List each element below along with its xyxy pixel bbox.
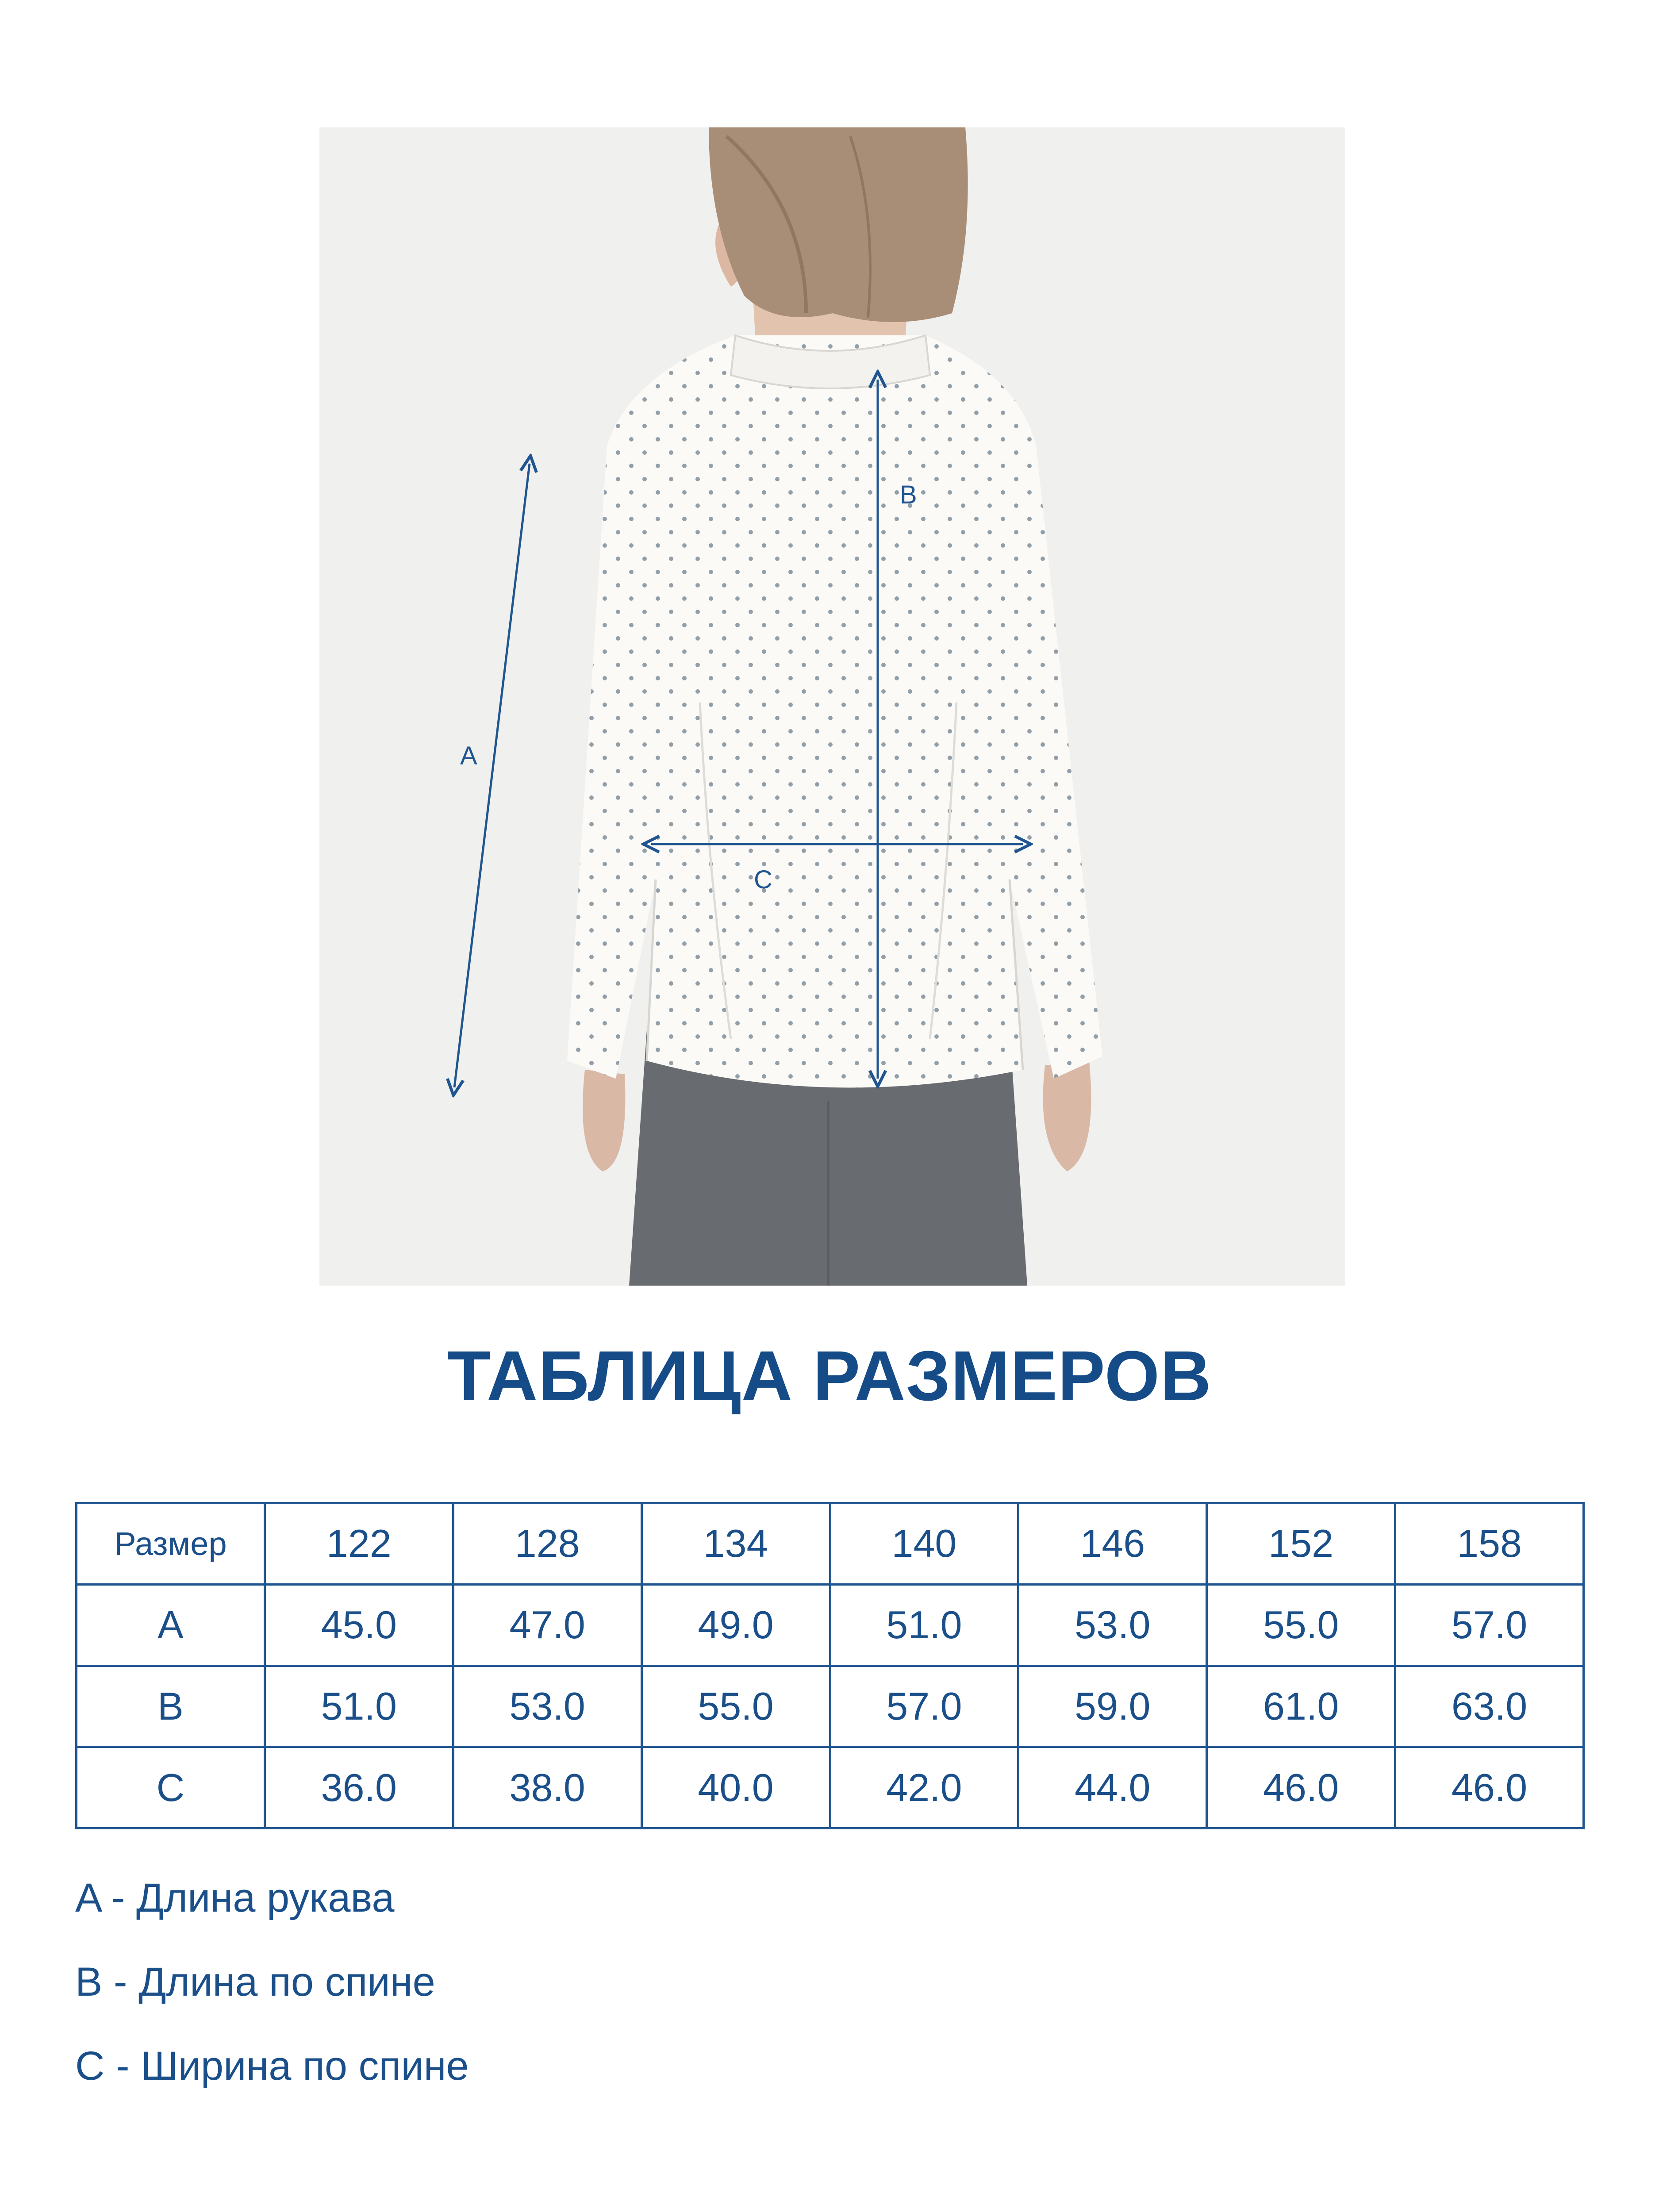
- table-cell: 46.0: [1207, 1747, 1395, 1828]
- table-cell: 57.0: [830, 1666, 1018, 1747]
- label-b: B: [900, 480, 917, 509]
- table-cell: 53.0: [1018, 1584, 1207, 1666]
- table-cell: 47.0: [453, 1584, 641, 1666]
- shirt: [567, 335, 1102, 1088]
- table-cell: 40.0: [641, 1747, 830, 1828]
- header-cell: 152: [1207, 1503, 1395, 1585]
- header-cell: 158: [1395, 1503, 1584, 1585]
- header-cell: 128: [453, 1503, 641, 1585]
- table-cell: 59.0: [1018, 1666, 1207, 1747]
- header-cell: Размер: [77, 1503, 265, 1585]
- header-cell: 134: [641, 1503, 830, 1585]
- right-hand: [1043, 1061, 1091, 1171]
- size-table: [75, 1502, 1585, 1829]
- table-cell: 44.0: [1018, 1747, 1207, 1828]
- table-cell: 63.0: [1395, 1666, 1584, 1747]
- table-cell: 51.0: [830, 1584, 1018, 1666]
- table-cell: 53.0: [453, 1666, 641, 1747]
- label-c: C: [754, 865, 772, 894]
- measurement-diagram: [319, 127, 1345, 1286]
- row-label: A: [77, 1584, 265, 1666]
- table-cell: 46.0: [1395, 1747, 1584, 1828]
- table-cell: 42.0: [830, 1747, 1018, 1828]
- table-cell: 55.0: [1207, 1584, 1395, 1666]
- page-title: ТАБЛИЦА РАЗМЕРОВ: [447, 1336, 1212, 1415]
- legend-item-a: A - Длина рукава: [75, 1875, 395, 1920]
- table-row: [77, 1584, 1584, 1666]
- table-cell: 55.0: [641, 1666, 830, 1747]
- row-label: C: [77, 1747, 265, 1828]
- legend-item-c: C - Ширина по спине: [75, 2043, 469, 2089]
- left-hand: [583, 1070, 625, 1171]
- header-cell: 146: [1018, 1503, 1207, 1585]
- arrow-a: [454, 464, 530, 1087]
- table-cell: 51.0: [265, 1666, 453, 1747]
- table-cell: 36.0: [265, 1747, 453, 1828]
- header-cell: 122: [265, 1503, 453, 1585]
- table-header-row: [77, 1503, 1584, 1585]
- table-cell: 38.0: [453, 1747, 641, 1828]
- table-cell: 45.0: [265, 1584, 453, 1666]
- header-cell: 140: [830, 1503, 1018, 1585]
- table-row: [77, 1666, 1584, 1747]
- table-row: [77, 1747, 1584, 1828]
- product-photo: [319, 127, 1345, 1286]
- table-cell: 61.0: [1207, 1666, 1395, 1747]
- table-cell: 57.0: [1395, 1584, 1584, 1666]
- table-cell: 49.0: [641, 1584, 830, 1666]
- label-a: A: [460, 741, 477, 770]
- row-label: B: [77, 1666, 265, 1747]
- legend-item-b: B - Длина по спине: [75, 1959, 435, 2005]
